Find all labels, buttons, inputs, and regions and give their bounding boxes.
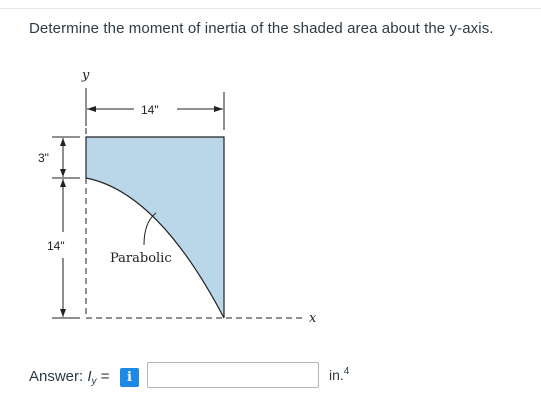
question-text: Determine the moment of inertia of the shaded area about the y-axis. xyxy=(29,20,494,37)
top-dim-arrow-right xyxy=(214,106,223,112)
side-dim-arrow-up xyxy=(60,179,66,187)
y-axis-label: y xyxy=(82,68,90,83)
answer-label xyxy=(29,368,109,387)
answer-symbol: I xyxy=(87,367,92,385)
x-axis-label: x xyxy=(309,311,317,326)
answer-prefix: Answer: xyxy=(29,367,88,385)
side-dimension-label: 14" xyxy=(47,239,65,253)
shaded-area xyxy=(86,137,224,318)
top-dim-arrow-left xyxy=(87,106,96,112)
unit-exponent: 4 xyxy=(343,366,350,377)
top-offset-arrow-down xyxy=(60,169,66,177)
width-dimension-label: 14" xyxy=(141,103,159,117)
side-dim-arrow-down xyxy=(60,309,66,317)
answer-subscript: y xyxy=(91,375,97,387)
top-offset-arrow-up xyxy=(60,138,66,146)
info-icon[interactable]: i xyxy=(120,368,139,387)
unit-label xyxy=(329,366,349,383)
answer-equals: = xyxy=(96,367,110,385)
answer-input[interactable] xyxy=(147,362,319,388)
top-offset-dimension-label: 3" xyxy=(38,151,49,165)
unit-text: in. xyxy=(329,367,344,383)
answer-row xyxy=(29,364,109,390)
parabolic-label: Parabolic xyxy=(110,251,172,266)
